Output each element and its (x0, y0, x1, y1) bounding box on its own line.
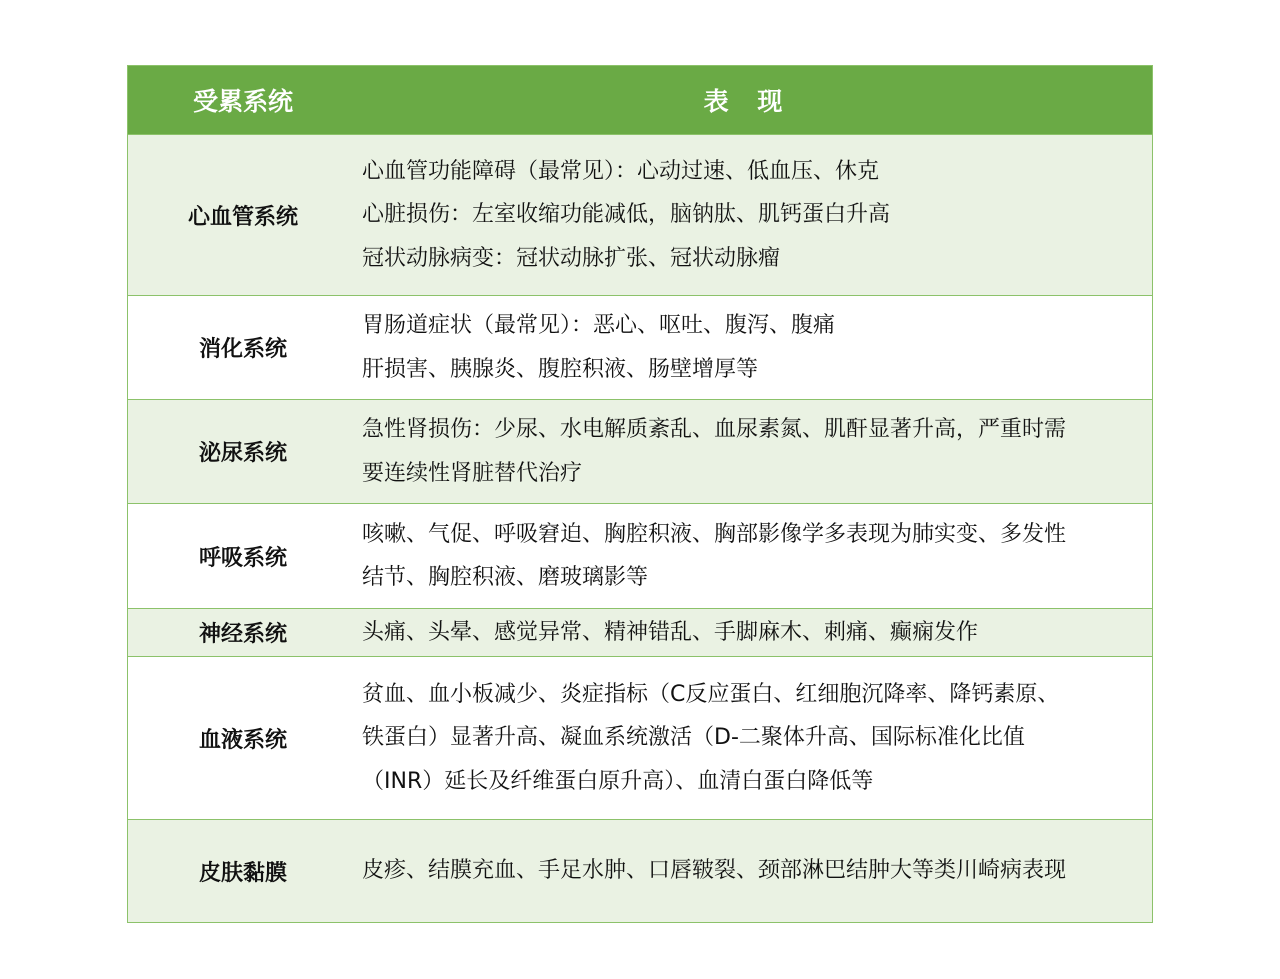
manifestation-line: （INR）延长及纤维蛋白原升高）、血清白蛋白降低等 (362, 768, 874, 794)
manifestation-line: 心脏损伤：左室收缩功能减低，脑钠肽、肌钙蛋白升高 (362, 202, 891, 228)
manifestation-line: 要连续性肾脏替代治疗 (362, 460, 583, 486)
system-cell: 呼吸系统 (198, 545, 287, 571)
manifestation-line: 急性肾损伤：少尿、水电解质紊乱、血尿素氮、肌酐显著升高，严重时需 (362, 417, 1067, 442)
table-row (128, 295, 1152, 399)
manifestation-cell (358, 296, 1152, 399)
table-row (128, 134, 1152, 295)
table-header (128, 66, 1152, 134)
manifestation-cell (358, 400, 1152, 503)
manifestation-line: 铁蛋白）显著升高、凝血系统激活（D-二聚体升高、国际标准化比值 (362, 725, 1025, 751)
system-cell: 血液系统 (198, 727, 287, 753)
manifestation-line: 冠状动脉病变：冠状动脉扩张、冠状动脉瘤 (362, 245, 781, 271)
table-row (128, 656, 1152, 819)
manifestation-line: 皮疹、结膜充血、手足水肿、口唇皲裂、颈部淋巴结肿大等类川崎病表现 (362, 858, 1067, 884)
manifestation-cell (358, 135, 1152, 295)
system-cell: 皮肤黏膜 (198, 860, 287, 886)
table-row (128, 399, 1152, 503)
manifestation-line: 肝损害、胰腺炎、腹腔积液、肠壁增厚等 (362, 356, 759, 382)
system-cell: 心血管系统 (187, 204, 298, 230)
manifestation-table (127, 65, 1153, 923)
system-cell: 消化系统 (198, 337, 287, 362)
manifestation-line: 贫血、血小板减少、炎症指标（C反应蛋白、红细胞沉降率、降钙素原、 (362, 681, 1060, 707)
system-cell: 泌尿系统 (198, 441, 287, 466)
manifestation-line: 头痛、头晕、感觉异常、精神错乱、手脚麻木、刺痛、癫痫发作 (362, 619, 979, 645)
manifestation-cell (358, 609, 1152, 656)
manifestation-line: 咳嗽、气促、呼吸窘迫、胸腔积液、胸部影像学多表现为肺实变、多发性 (362, 521, 1067, 547)
table-row (128, 819, 1152, 922)
header-manifestation: 表 现 (703, 87, 793, 116)
manifestation-cell (358, 657, 1152, 819)
header-system: 受累系统 (192, 87, 293, 116)
manifestation-line: 心血管功能障碍（最常见）：心动过速、低血压、休克 (362, 158, 880, 184)
manifestation-cell (358, 820, 1152, 922)
system-cell: 神经系统 (198, 622, 287, 647)
table-row (128, 608, 1152, 656)
table-row (128, 503, 1152, 608)
manifestation-line: 胃肠道症状（最常见）：恶心、呕吐、腹泻、腹痛 (362, 313, 836, 338)
manifestation-cell (358, 504, 1152, 608)
manifestation-line: 结节、胸腔积液、磨玻璃影等 (362, 565, 649, 590)
